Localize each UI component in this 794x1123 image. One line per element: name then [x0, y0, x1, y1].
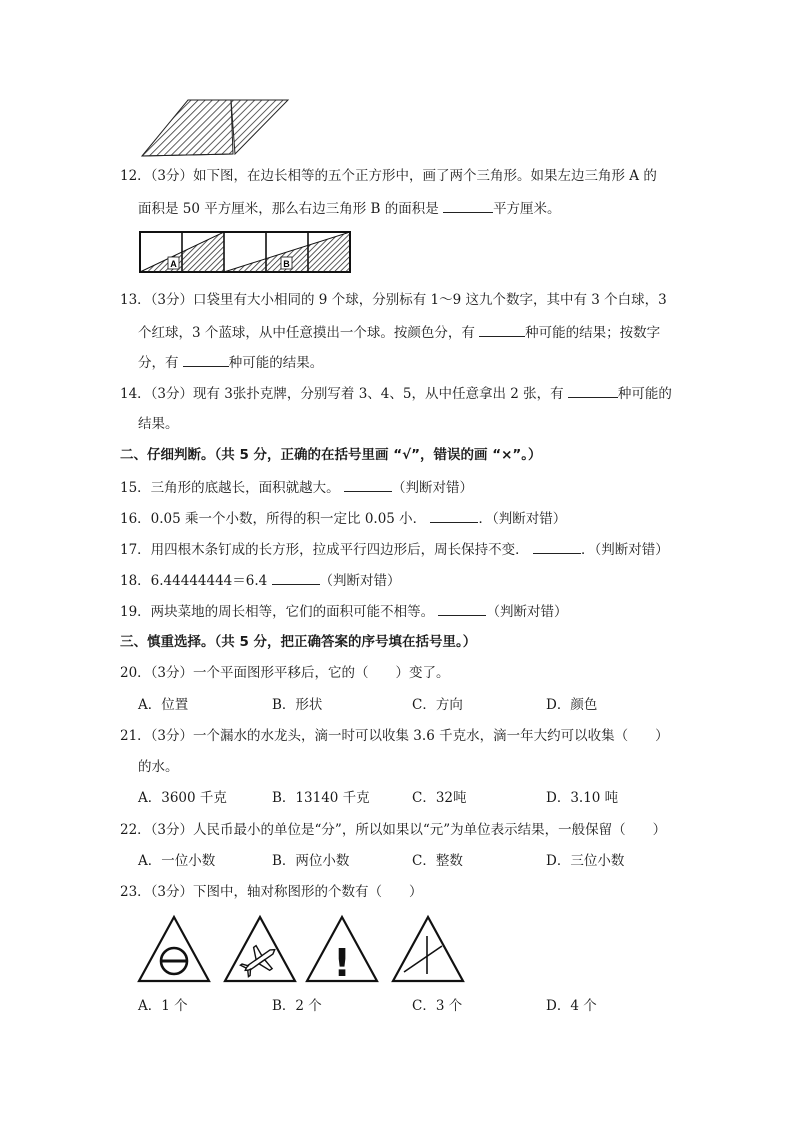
q21-option-c[interactable]: C．32吨: [412, 790, 467, 806]
section-2-heading: 二、仔细判断。（共 5 分，正确的在括号里画 “√”，错误的画 “×”。）: [120, 447, 542, 463]
q21-option-b[interactable]: B．13140 千克: [272, 790, 370, 806]
question-14-line-2: 结果。: [138, 416, 179, 432]
question-13-line-3: [138, 352, 323, 373]
question-20-stem: 20．（3分）一个平面图形平移后，它的（ ）变了。: [120, 665, 450, 681]
answer-blank[interactable]: [479, 322, 525, 337]
answer-blank[interactable]: [183, 352, 229, 367]
q22-option-a[interactable]: A．一位小数: [138, 853, 216, 869]
q23-option-d[interactable]: D．4 个: [546, 998, 597, 1014]
triangle-a-label: A: [170, 259, 177, 269]
question-12-unit: 平方厘米。: [493, 201, 561, 217]
question-19: [120, 601, 567, 622]
section-3-heading: 三、慎重选择。（共 5 分，把正确答案的序号填在括号里。）: [120, 634, 477, 650]
traffic-signs-figure: [136, 914, 474, 984]
question-16-suffix: ．（判断对错）: [478, 511, 567, 527]
question-13-text: 种可能的结果。: [228, 355, 324, 371]
q22-option-c[interactable]: C．整数: [412, 853, 463, 869]
question-21-line-1: 21．（3分）一个漏水的水龙头，滴一时可以收集 3.6 千克水，滴一年大约可以收集（ ）: [120, 728, 669, 744]
question-13-line-1: 13．（3分）口袋里有大小相同的 9 个球，分别标有 1～9 这九个数字，其中有 3 个白球，3: [120, 292, 667, 308]
q21-option-a[interactable]: A．3600 千克: [138, 790, 227, 806]
question-18-suffix: （判断对错）: [319, 573, 401, 589]
q23-option-b[interactable]: B．2 个: [272, 998, 322, 1014]
question-21-line-2: 的水。: [138, 759, 179, 775]
q20-option-c[interactable]: C．方向: [412, 697, 463, 713]
question-13-text: 个红球，3 个蓝球，从中任意摸出一个球。按颜色分，有: [138, 325, 480, 341]
sign-crossing-lines-icon: [393, 917, 463, 981]
answer-blank[interactable]: [568, 383, 618, 398]
q23-option-a[interactable]: A．1 个: [138, 998, 188, 1014]
q20-option-b[interactable]: B．形状: [272, 697, 323, 713]
question-13-text: 分，有: [138, 355, 183, 371]
question-23-stem: 23．（3分）下图中，轴对称图形的个数有（ ）: [120, 884, 423, 900]
question-14-text: 种可能的: [617, 386, 672, 402]
question-17-suffix: ．（判断对错）: [580, 542, 669, 558]
question-18: [120, 570, 401, 591]
question-13-line-2: [138, 322, 660, 343]
question-22-stem: 22．（3分）人民币最小的单位是“分”，所以如果以“元”为单位表示结果，一般保留（ ）: [120, 822, 667, 838]
answer-blank[interactable]: [443, 198, 493, 213]
question-14-text: 14．（3分）现有 3张扑克牌，分别写着 3、4、5，从中任意拿出 2 张，有: [120, 386, 568, 402]
answer-blank[interactable]: [344, 477, 392, 492]
five-squares-figure: [138, 230, 352, 276]
answer-blank[interactable]: [272, 570, 320, 585]
q20-option-d[interactable]: D．颜色: [546, 697, 598, 713]
question-15-suffix: （判断对错）: [391, 480, 473, 496]
answer-blank[interactable]: [533, 539, 581, 554]
q20-option-a[interactable]: A．位置: [138, 697, 189, 713]
triangle-b-label: B: [283, 259, 290, 269]
question-19-text: 19．两块菜地的周长相等，它们的面积可能不相等。: [120, 604, 439, 620]
q22-option-d[interactable]: D．三位小数: [546, 853, 625, 869]
answer-blank[interactable]: [438, 601, 486, 616]
question-18-text: 18．6.44444444＝6.4: [120, 573, 272, 589]
question-12-line-2: [138, 198, 561, 219]
hatched-triangle-figure: [138, 96, 292, 160]
exclamation-mark: !: [333, 941, 351, 984]
answer-blank[interactable]: [430, 508, 478, 523]
sign-airplane-icon: [225, 917, 295, 982]
question-12-text: 面积是 50 平方厘米，那么右边三角形 B 的面积是: [138, 201, 444, 217]
sign-no-entry-icon: [139, 917, 209, 981]
q22-option-b[interactable]: B．两位小数: [272, 853, 350, 869]
question-13-text: 种可能的结果；按数字: [525, 325, 661, 341]
q23-option-c[interactable]: C．3 个: [412, 998, 463, 1014]
question-17-text: 17．用四根木条钉成的长方形，拉成平行四边形后，周长保持不变．: [120, 542, 533, 558]
question-15-text: 15．三角形的底越长，面积就越大。: [120, 480, 344, 496]
question-16: [120, 508, 566, 529]
question-17: [120, 539, 669, 560]
question-16-text: 16．0.05 乘一个小数，所得的积一定比 0.05 小．: [120, 511, 431, 527]
q21-option-d[interactable]: D．3.10 吨: [546, 790, 619, 806]
question-14-line-1: [120, 383, 672, 404]
sign-warning-icon: [307, 917, 377, 984]
question-12-line-1: 12．（3分）如下图，在边长相等的五个正方形中，画了两个三角形。如果左边三角形 A 的: [120, 168, 657, 184]
question-15: [120, 477, 473, 498]
question-19-suffix: （判断对错）: [486, 604, 568, 620]
